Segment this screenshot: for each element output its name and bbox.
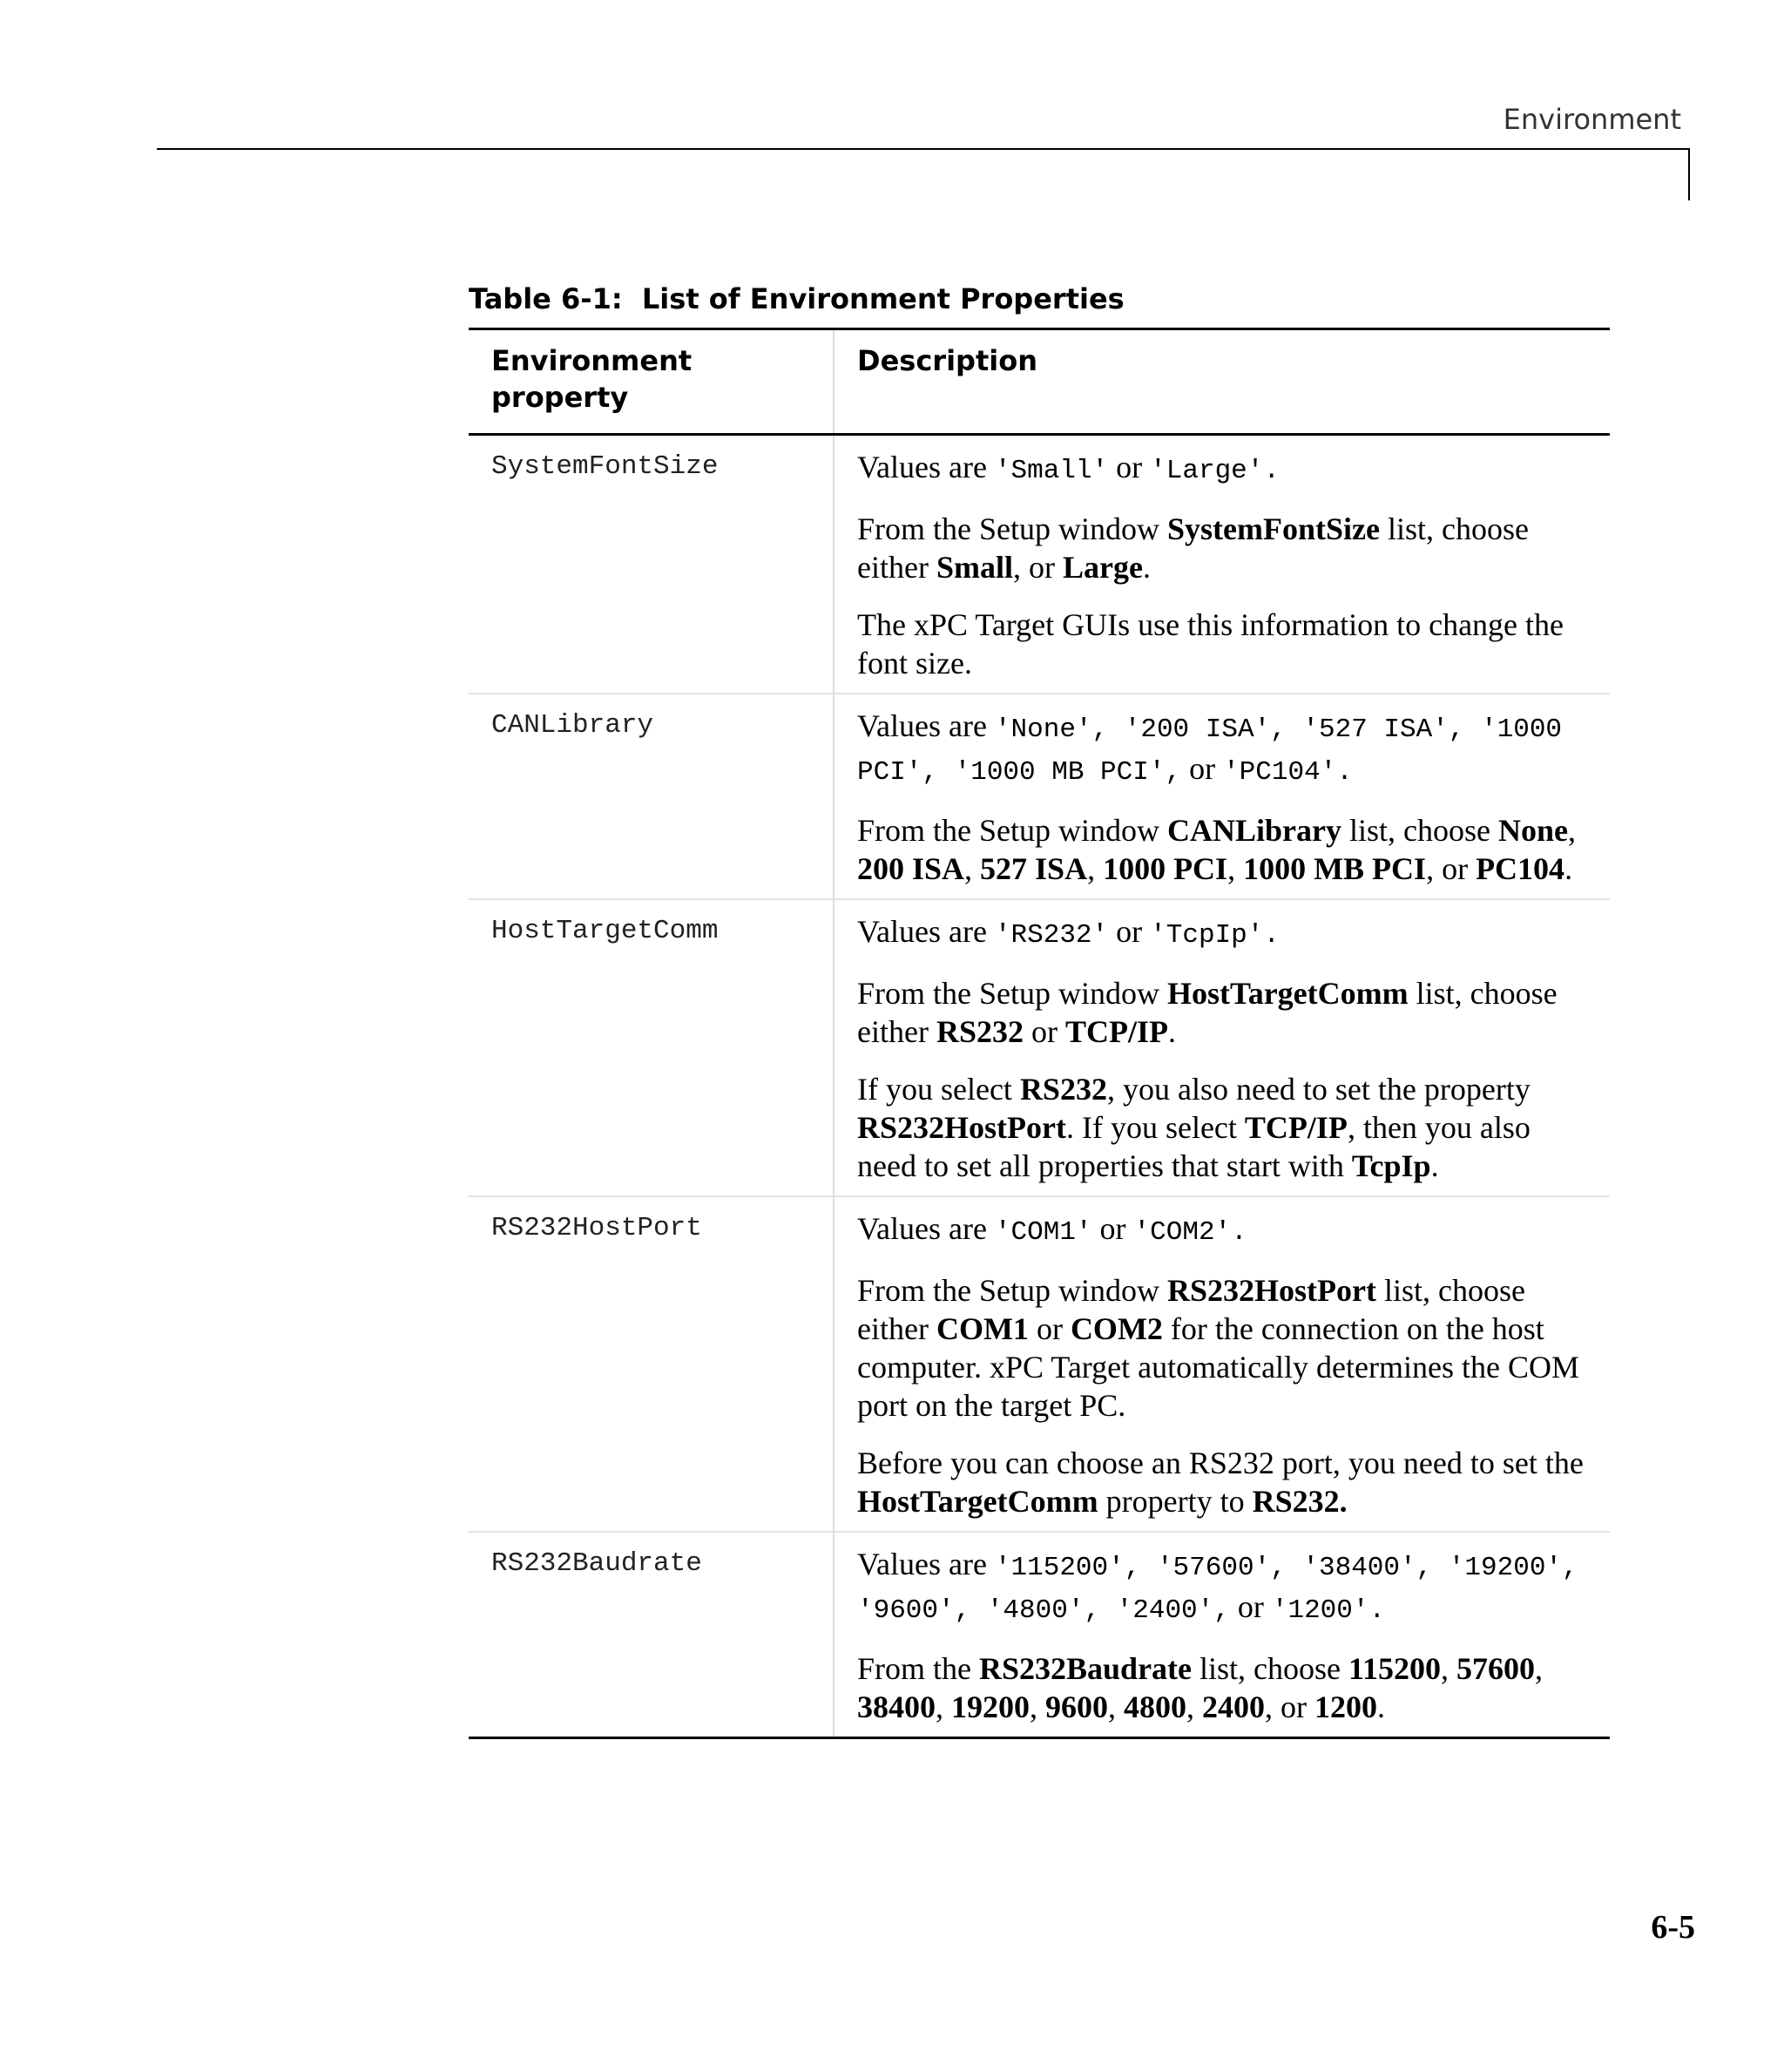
values-line xyxy=(857,448,1587,491)
values-code: '1200'. xyxy=(1271,1595,1386,1626)
setup-instructions: From the Setup window RS232HostPort list, choose either COM1 or COM2 for the connection on the host computer. xPC Target automatically determines the COM port on the target PC. xyxy=(857,1273,1579,1423)
values-conjunction: or xyxy=(1116,450,1143,484)
table-caption-title: List of Environment Properties xyxy=(641,282,1125,315)
property-name: CANLibrary xyxy=(491,710,654,741)
values-conjunction: or xyxy=(1116,914,1143,949)
description-cell xyxy=(834,435,1610,694)
values-code: '115200', '57600', '38400', '19200', '9600', '4800', '2400', xyxy=(857,1553,1578,1626)
setup-instructions: From the Setup window SystemFontSize list, choose either Small, or Large. xyxy=(857,511,1529,585)
table-row xyxy=(469,694,1610,899)
environment-properties-table xyxy=(469,328,1610,1739)
values-code: 'Large'. xyxy=(1150,456,1280,486)
values-code: 'COM2'. xyxy=(1133,1217,1247,1248)
values-lead: Values are xyxy=(857,1547,987,1581)
property-name: RS232Baudrate xyxy=(491,1548,702,1579)
table-row xyxy=(469,1196,1610,1532)
table-caption-label: Table 6-1: xyxy=(469,282,623,315)
values-code: 'RS232' xyxy=(994,920,1109,951)
values-lead: Values are xyxy=(857,450,987,484)
values-line xyxy=(857,707,1587,792)
property-name: SystemFontSize xyxy=(491,451,719,482)
property-cell xyxy=(469,435,834,694)
description-cell xyxy=(834,899,1610,1196)
description-cell xyxy=(834,1196,1610,1532)
property-cell xyxy=(469,1532,834,1738)
values-conjunction: or xyxy=(1099,1211,1126,1246)
table-row xyxy=(469,1532,1610,1738)
values-lead: Values are xyxy=(857,708,987,743)
usage-note: The xPC Target GUIs use this information to change the font size. xyxy=(857,607,1564,681)
setup-instructions: From the Setup window CANLibrary list, choose None, 200 ISA, 527 ISA, 1000 PCI, 1000 MB PCI, or PC104. xyxy=(857,813,1576,886)
table-row xyxy=(469,435,1610,694)
running-head: Environment xyxy=(1503,103,1681,136)
values-code: 'COM1' xyxy=(994,1217,1092,1248)
usage-note: If you select RS232, you also need to set the property RS232HostPort. If you select TCP/IP, then you also need to set all properties that start with TcpIp. xyxy=(857,1072,1531,1183)
table-caption xyxy=(469,282,1125,315)
property-cell xyxy=(469,899,834,1196)
column-header-description: Description xyxy=(834,329,1610,435)
values-code: 'None', '200 ISA', '527 ISA', '1000 PCI', '1000 MB PCI', xyxy=(857,714,1563,788)
values-line xyxy=(857,1545,1587,1630)
table-header-row xyxy=(469,329,1610,435)
values-line xyxy=(857,1209,1587,1252)
values-lead: Values are xyxy=(857,1211,987,1246)
setup-instructions: From the RS232Baudrate list, choose 115200, 57600, 38400, 19200, 9600, 4800, 2400, or 1200. xyxy=(857,1651,1544,1724)
property-name: RS232HostPort xyxy=(491,1213,702,1243)
values-lead: Values are xyxy=(857,914,987,949)
values-line xyxy=(857,912,1587,955)
page-number: 6-5 xyxy=(1651,1909,1695,1946)
setup-instructions: From the Setup window HostTargetComm list, choose either RS232 or TCP/IP. xyxy=(857,976,1558,1049)
property-cell xyxy=(469,694,834,899)
header-rule-tick xyxy=(1688,148,1690,200)
values-conjunction: or xyxy=(1237,1589,1264,1624)
description-cell xyxy=(834,1532,1610,1738)
property-cell xyxy=(469,1196,834,1532)
description-cell xyxy=(834,694,1610,899)
column-header-property: Environment property xyxy=(491,344,693,414)
values-conjunction: or xyxy=(1189,751,1216,786)
header-rule xyxy=(157,148,1690,150)
values-code: 'PC104'. xyxy=(1223,757,1353,788)
values-code: 'Small' xyxy=(994,456,1109,486)
table-row xyxy=(469,899,1610,1196)
values-code: 'TcpIp'. xyxy=(1150,920,1280,951)
property-name: HostTargetComm xyxy=(491,916,719,946)
usage-note: Before you can choose an RS232 port, you need to set the HostTargetComm property to RS232. xyxy=(857,1446,1584,1519)
